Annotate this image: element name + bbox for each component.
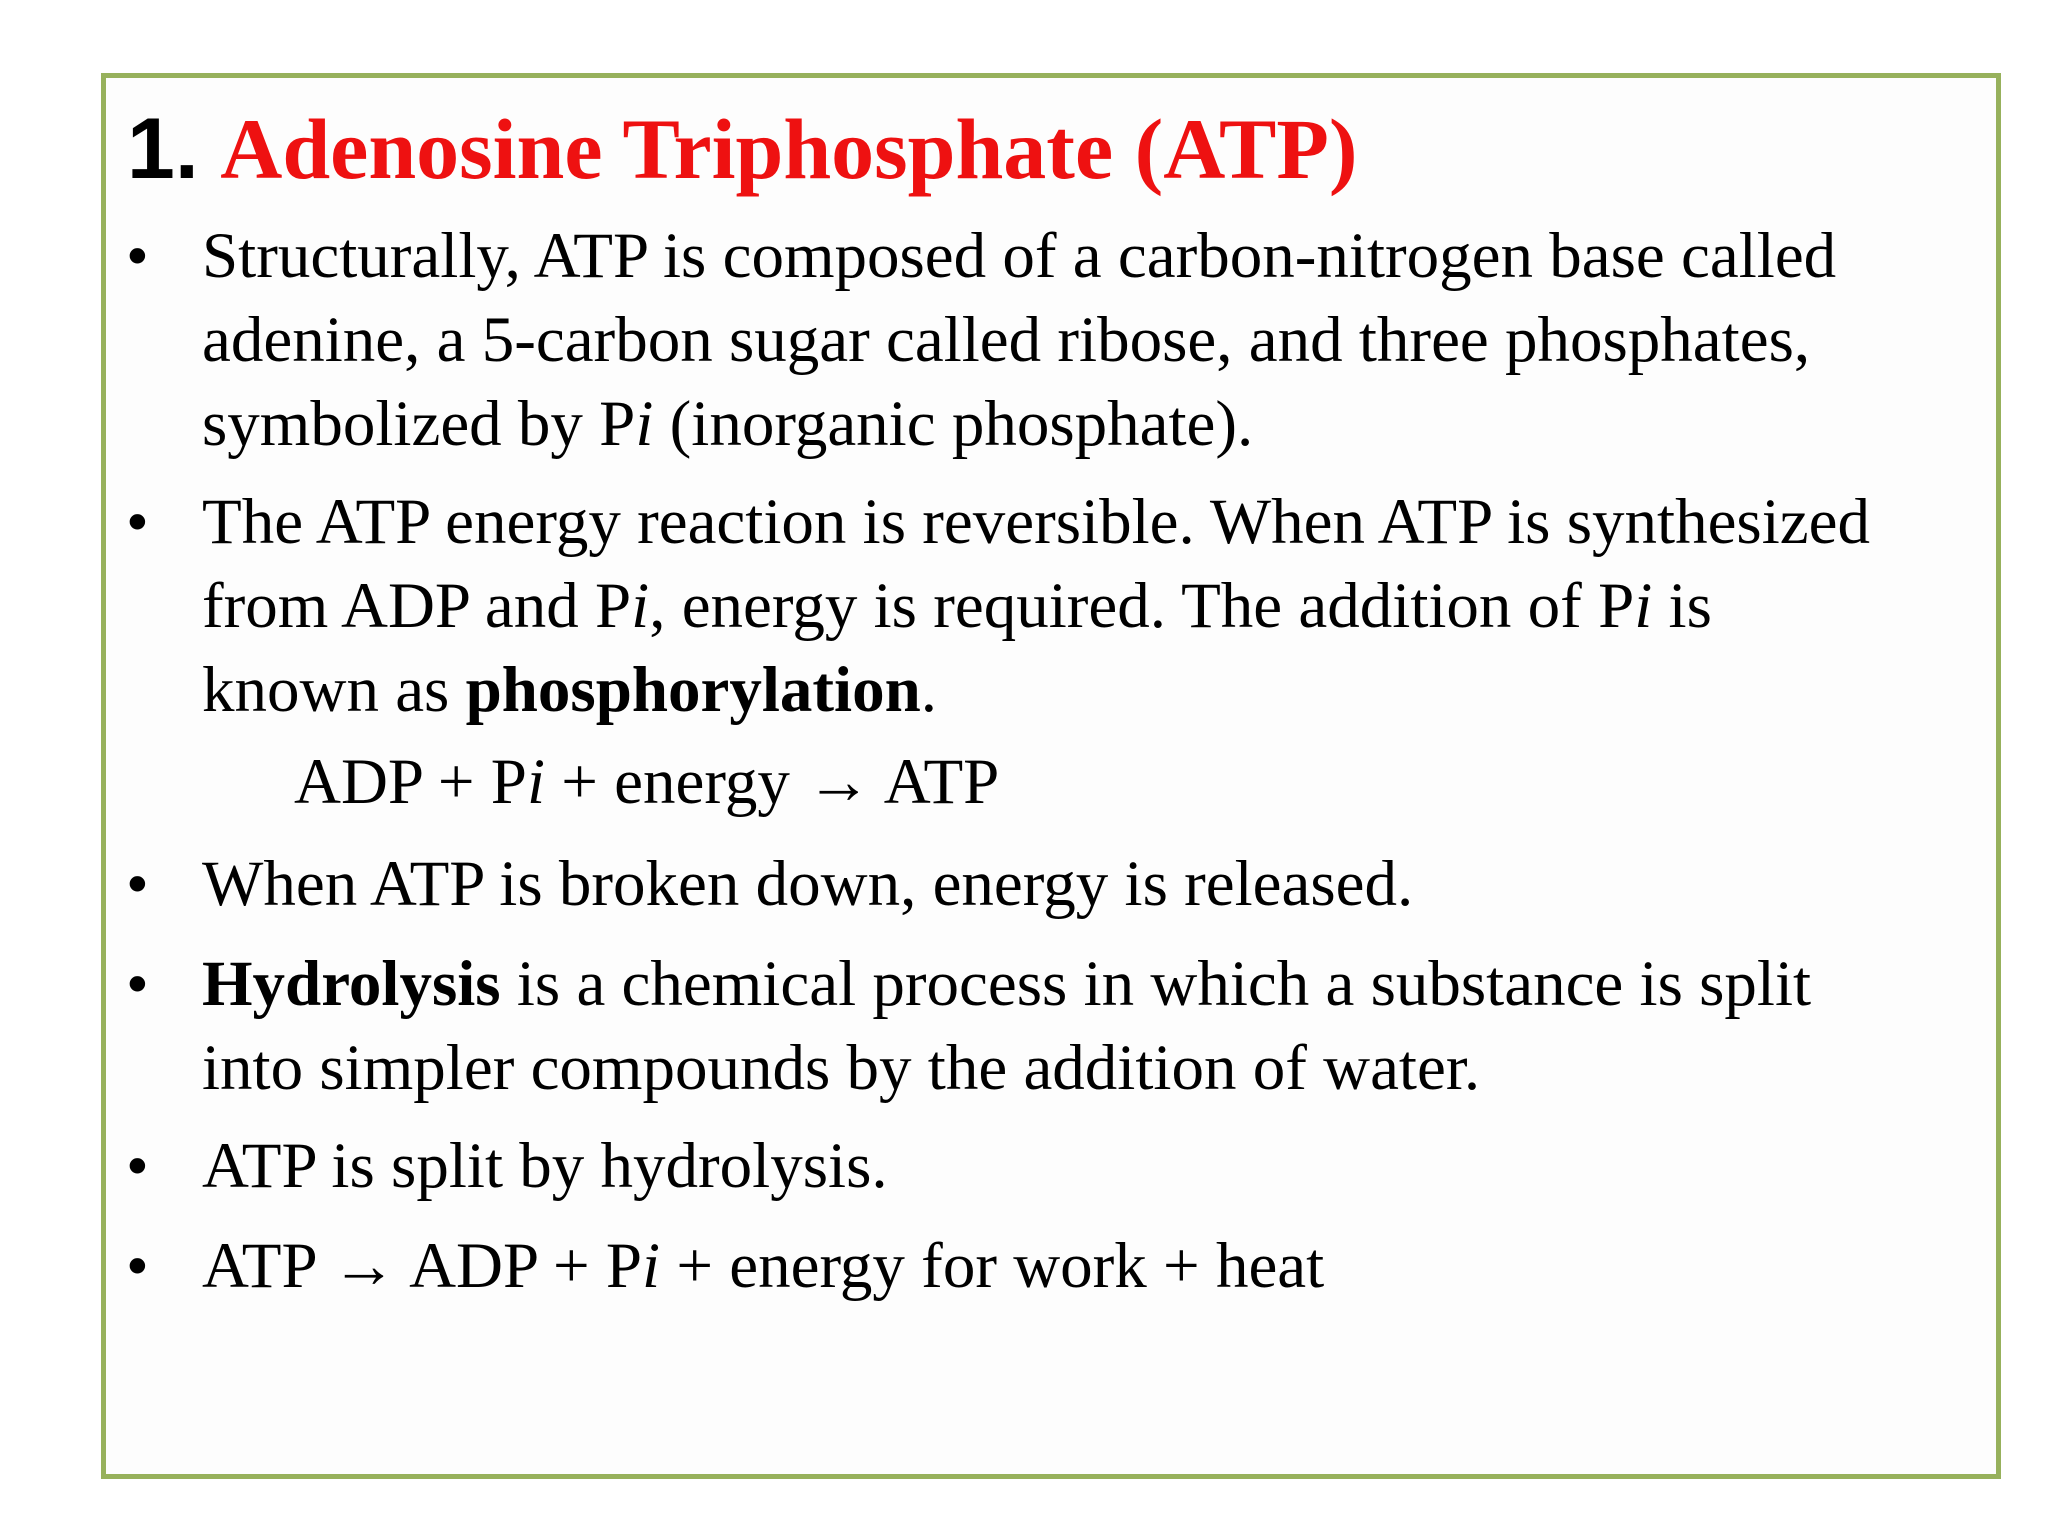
bullet-marker: •	[126, 848, 149, 920]
bullet-4-line-1	[202, 942, 1811, 1026]
bullet-2-line-2	[202, 564, 1712, 648]
bullet-marker: •	[126, 220, 149, 292]
bullet-4-line-2: into simpler compounds by the addition of water.	[202, 1032, 1481, 1104]
text-segment: known as	[202, 654, 466, 726]
italic-segment: i	[631, 570, 650, 642]
text-segment: + energy for work + heat	[660, 1230, 1325, 1302]
bullet-6-equation	[202, 1224, 1324, 1308]
text-segment: ATP → ADP + P	[202, 1230, 643, 1302]
bullet-2-line-3	[202, 648, 937, 732]
text-segment: , energy is required. The addition of P	[649, 570, 1635, 642]
text-segment: is	[1652, 570, 1712, 642]
slide-title	[127, 94, 1358, 204]
italic-segment: i	[1634, 570, 1653, 642]
bullet-marker: •	[126, 948, 149, 1020]
italic-segment: i	[642, 1230, 661, 1302]
text-segment: (inorganic phosphate).	[653, 388, 1254, 460]
bullet-1-line-1: Structurally, ATP is composed of a carbon-nitrogen base called	[202, 220, 1837, 292]
bullet-marker: •	[126, 1130, 149, 1202]
title-text: Adenosine Triphosphate (ATP)	[220, 101, 1358, 197]
text-segment: symbolized by P	[202, 388, 636, 460]
text-segment: ADP + P	[294, 746, 527, 818]
bold-term: Hydrolysis	[202, 948, 501, 1020]
title-number: 1.	[127, 101, 199, 197]
text-segment: + energy → ATP	[545, 746, 1000, 818]
italic-segment: i	[635, 388, 654, 460]
bullet-5-line-1: ATP is split by hydrolysis.	[202, 1130, 888, 1202]
italic-segment: i	[526, 746, 545, 818]
text-segment: from ADP and P	[202, 570, 632, 642]
text-segment: .	[920, 654, 938, 726]
bullet-2-line-1: The ATP energy reaction is reversible. When ATP is synthesized	[202, 486, 1870, 558]
bold-term: phosphorylation	[465, 654, 921, 726]
bullet-3-line-1: When ATP is broken down, energy is released.	[202, 848, 1414, 920]
text-segment: is a chemical process in which a substance is split	[500, 948, 1812, 1020]
equation-synthesis	[294, 740, 999, 824]
bullet-1-line-2: adenine, a 5-carbon sugar called ribose, and three phosphates,	[202, 304, 1811, 376]
bullet-marker: •	[126, 486, 149, 558]
bullet-1-line-3	[202, 382, 1253, 466]
bullet-marker: •	[126, 1230, 149, 1302]
